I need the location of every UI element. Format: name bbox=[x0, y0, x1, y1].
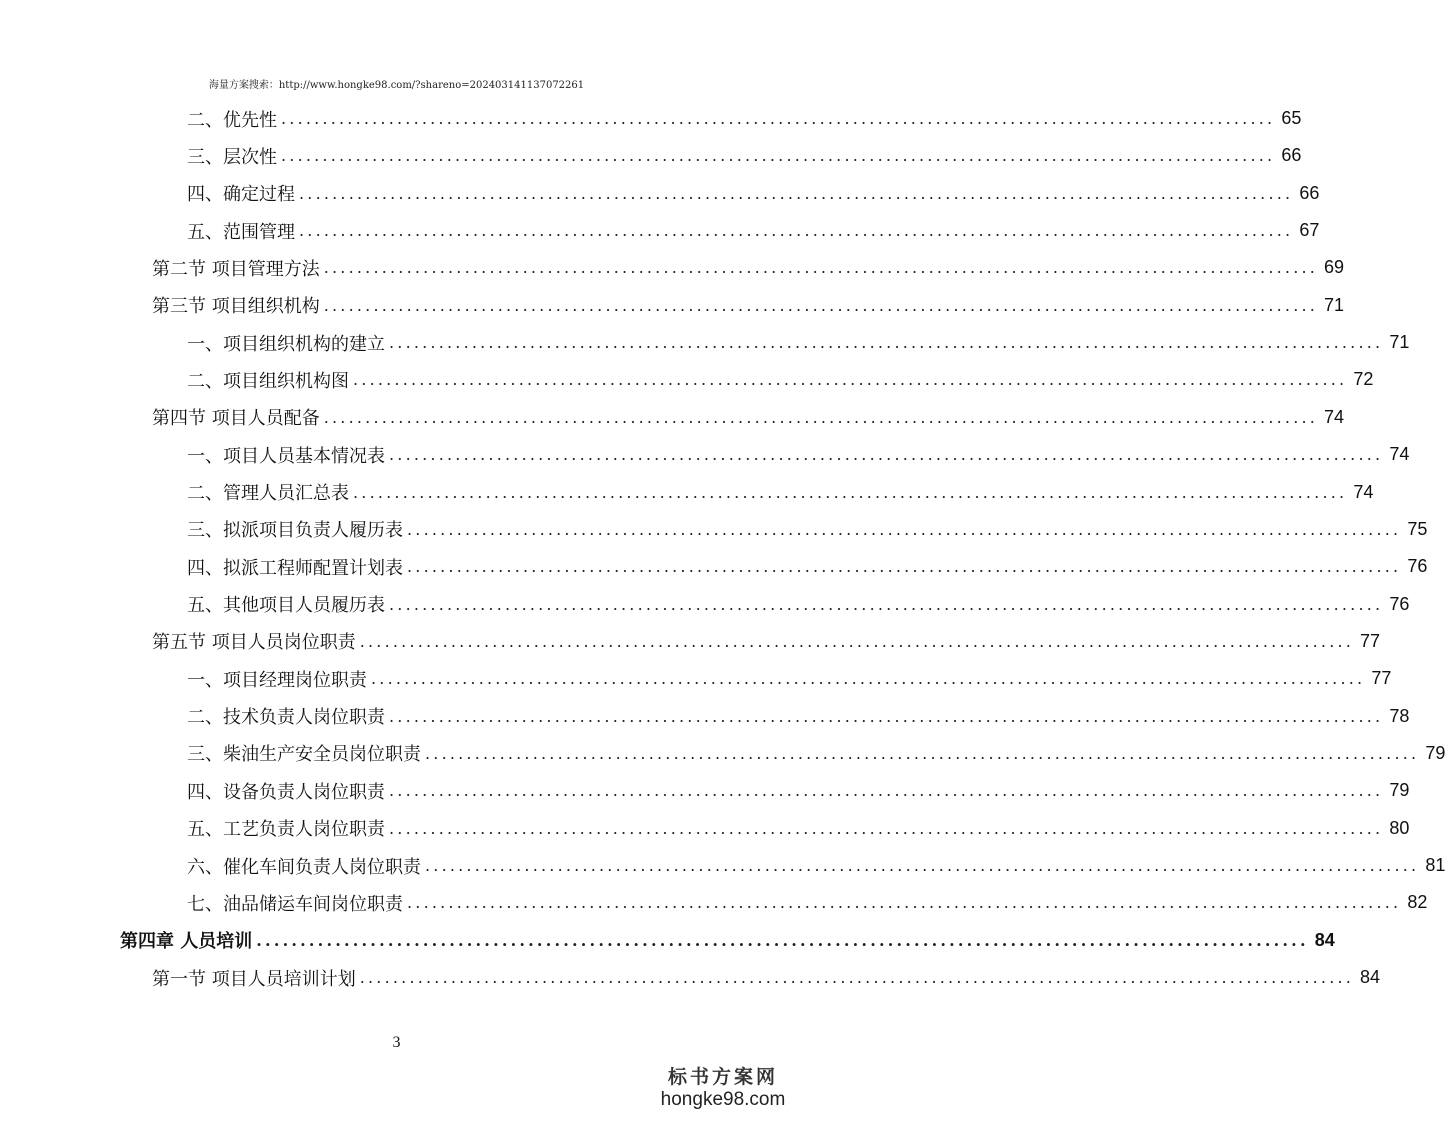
toc-dot-leader: ........................................................................................................................ bbox=[389, 333, 1384, 353]
toc-entry-page: 65 bbox=[1281, 108, 1302, 128]
watermark-en-text: hongke98.com bbox=[660, 1089, 786, 1110]
toc-entry-label: 第四章 人员培训 bbox=[120, 931, 253, 953]
toc-dot-leader: ........................................................................................................................ bbox=[425, 856, 1420, 875]
toc-entry-page: 66 bbox=[1299, 182, 1320, 203]
toc-entry-page: 67 bbox=[1299, 220, 1320, 241]
toc-entry-page: 78 bbox=[1389, 705, 1410, 726]
toc-entry[interactable] bbox=[187, 884, 1428, 921]
watermark-cn-text: 标书方案网 bbox=[667, 1066, 778, 1088]
page-number: 3 bbox=[392, 1034, 401, 1051]
toc-entry-page: 81 bbox=[1425, 855, 1445, 875]
toc-entry-page: 71 bbox=[1389, 332, 1410, 353]
toc-entry-page: 84 bbox=[1314, 929, 1335, 950]
toc-entry[interactable] bbox=[187, 324, 1410, 361]
toc-dot-leader: ........................................................................................................................ bbox=[353, 370, 1348, 390]
toc-entry-page: 74 bbox=[1324, 406, 1345, 427]
toc-entry-label: 七、油品储运车间岗位职责 bbox=[187, 893, 403, 915]
toc-dot-leader: ........................................................................................................................ bbox=[323, 295, 1319, 315]
toc-entry-label: 二、优先性 bbox=[187, 109, 277, 131]
toc-entry-label: 四、确定过程 bbox=[187, 184, 295, 206]
toc-entry[interactable] bbox=[187, 511, 1428, 548]
toc-entry-label: 第一节 项目人员培训计划 bbox=[152, 968, 356, 990]
toc-entry[interactable] bbox=[187, 735, 1445, 772]
toc-dot-leader: ........................................................................................................................ bbox=[323, 258, 1319, 278]
toc-dot-leader: ........................................................................................................................ bbox=[389, 594, 1384, 614]
toc-entry-label: 第四节 项目人员配备 bbox=[152, 408, 320, 430]
toc-entry-page: 80 bbox=[1389, 817, 1410, 838]
toc-entry[interactable] bbox=[152, 623, 1381, 660]
toc-entry[interactable] bbox=[187, 361, 1374, 398]
header-url: 海量方案搜索：http://www.hongke98.com/?shareno=202403141137072261 bbox=[208, 80, 585, 91]
toc-entry[interactable] bbox=[187, 810, 1410, 847]
toc-entry[interactable] bbox=[120, 922, 1335, 959]
toc-entry-label: 第五节 项目人员岗位职责 bbox=[152, 632, 356, 654]
toc-dot-leader: ........................................................................................................................ bbox=[407, 557, 1402, 577]
toc-entry-label: 六、催化车间负责人岗位职责 bbox=[187, 856, 421, 878]
toc-entry-label: 一、项目人员基本情况表 bbox=[187, 445, 385, 467]
toc-entry-label: 五、范围管理 bbox=[187, 221, 295, 243]
toc-dot-leader: ........................................................................................................................ bbox=[389, 781, 1384, 801]
toc-entry-page: 82 bbox=[1407, 892, 1428, 913]
toc-dot-leader: ........................................................................................................................ bbox=[359, 631, 1355, 651]
toc-entry-page: 77 bbox=[1371, 668, 1392, 689]
toc-entry-label: 一、项目经理岗位职责 bbox=[187, 669, 367, 691]
toc-entry[interactable] bbox=[187, 175, 1320, 212]
toc-entry-page: 79 bbox=[1425, 742, 1445, 763]
toc-dot-leader: ........................................................................................................................ bbox=[353, 482, 1348, 502]
toc-entry-label: 四、设备负责人岗位职责 bbox=[187, 781, 385, 803]
toc-entry[interactable] bbox=[187, 847, 1445, 884]
toc-dot-leader: ........................................................................................................................ bbox=[323, 407, 1319, 427]
toc-entry[interactable] bbox=[187, 548, 1428, 585]
toc-entry-page: 71 bbox=[1324, 294, 1345, 315]
toc-entry-page: 76 bbox=[1389, 593, 1410, 614]
toc-entry-label: 三、柴油生产安全员岗位职责 bbox=[187, 744, 421, 766]
toc-dot-leader: ........................................................................................................................ bbox=[371, 669, 1366, 689]
toc-entry-page: 69 bbox=[1324, 257, 1345, 278]
toc-entry[interactable] bbox=[152, 959, 1381, 996]
toc-entry-label: 二、管理人员汇总表 bbox=[187, 483, 349, 504]
toc-entry-label: 三、拟派项目负责人履历表 bbox=[187, 520, 403, 542]
toc-dot-leader: ........................................................................................................................ bbox=[299, 221, 1294, 241]
toc-entry-page: 76 bbox=[1407, 556, 1428, 577]
toc-entry-label: 五、其他项目人员履历表 bbox=[187, 595, 385, 617]
toc-dot-leader: ........................................................................................................................ bbox=[407, 893, 1402, 913]
toc-entry[interactable] bbox=[187, 137, 1302, 174]
toc-dot-leader: ........................................................................................................................ bbox=[389, 706, 1384, 726]
toc-entry-page: 75 bbox=[1407, 518, 1428, 539]
toc-entry-label: 五、工艺负责人岗位职责 bbox=[187, 819, 385, 841]
toc-entry-page: 77 bbox=[1360, 630, 1381, 651]
toc-dot-leader: ........................................................................................................................ bbox=[425, 743, 1420, 763]
toc-dot-leader: ........................................................................................................................ bbox=[359, 968, 1355, 988]
toc-entry[interactable] bbox=[187, 698, 1410, 735]
watermark-logo bbox=[658, 1066, 788, 1112]
toc-entry[interactable] bbox=[187, 586, 1410, 623]
toc-dot-leader: ........................................................................................................................ bbox=[256, 930, 1309, 950]
toc-entry[interactable] bbox=[152, 287, 1345, 324]
toc-entry-label: 第二节 项目管理方法 bbox=[152, 258, 320, 280]
toc-entry-page: 74 bbox=[1389, 444, 1410, 465]
toc-entry-page: 74 bbox=[1353, 481, 1374, 502]
toc-dot-leader: ........................................................................................................................ bbox=[389, 445, 1384, 465]
toc-entry-label: 二、项目组织机构图 bbox=[187, 370, 349, 392]
toc-entry-label: 三、层次性 bbox=[187, 146, 277, 168]
toc-dot-leader: ........................................................................................................................ bbox=[281, 146, 1276, 166]
toc-entry-page: 66 bbox=[1281, 145, 1302, 166]
toc-entry-label: 一、项目组织机构的建立 bbox=[187, 333, 385, 355]
toc-entry[interactable] bbox=[187, 772, 1410, 809]
toc-entry-label: 二、技术负责人岗位职责 bbox=[187, 707, 385, 729]
toc-dot-leader: ........................................................................................................................ bbox=[299, 183, 1294, 203]
toc-entry[interactable] bbox=[187, 660, 1392, 697]
toc-entry-page: 72 bbox=[1353, 369, 1374, 390]
toc-entry[interactable] bbox=[187, 436, 1410, 473]
toc-entry[interactable] bbox=[152, 249, 1345, 286]
toc-entry[interactable] bbox=[187, 212, 1320, 249]
toc-entry[interactable] bbox=[152, 399, 1345, 436]
toc-entry-label: 第三节 项目组织机构 bbox=[152, 296, 320, 318]
toc-entry-page: 84 bbox=[1360, 967, 1381, 988]
toc-dot-leader: ........................................................................................................................ bbox=[407, 519, 1402, 539]
toc-entry[interactable] bbox=[187, 100, 1302, 137]
toc-entry-page: 79 bbox=[1389, 780, 1410, 801]
toc-dot-leader: ........................................................................................................................ bbox=[389, 818, 1384, 838]
toc-dot-leader: ........................................................................................................................ bbox=[281, 109, 1276, 128]
toc-entry[interactable] bbox=[187, 474, 1374, 511]
toc-entry-label: 四、拟派工程师配置计划表 bbox=[187, 557, 403, 579]
